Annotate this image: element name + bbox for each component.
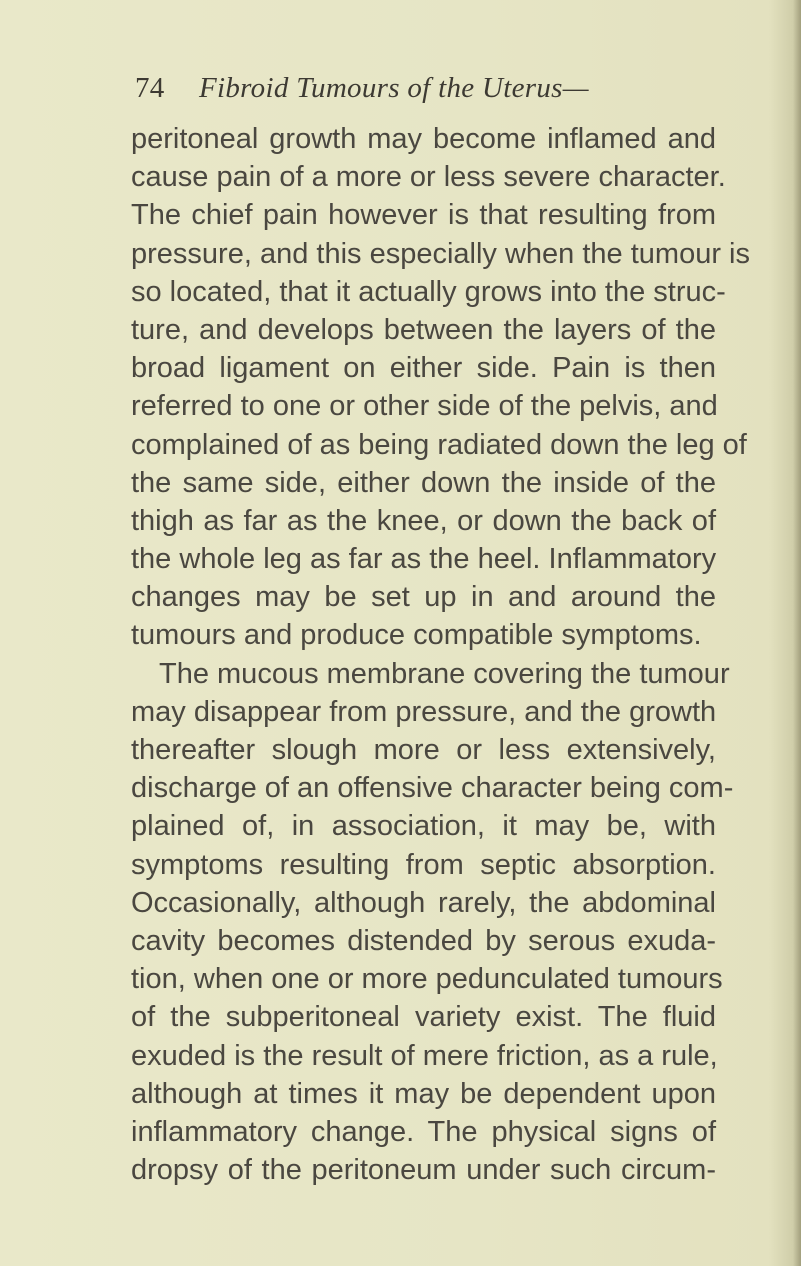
text-line: The chief pain however is that resulting from [131,199,716,232]
text-line: broad ligament on either side. Pain is then [131,352,716,385]
page-number: 74 [135,72,165,104]
text-line: inflammatory change. The physical signs of [131,1115,716,1148]
text-line: the whole leg as far as the heel. Inflammatory [131,543,717,576]
text-line: pressure, and this especially when the tumour is [131,237,750,270]
text-line: The mucous membrane covering the tumour [159,657,730,690]
text-line: so located, that it actually grows into the struc- [131,275,726,308]
body-text [131,120,750,1189]
text-line: although at times it may be dependent upon [131,1077,716,1110]
text-line: tumours and produce compatible symptoms. [131,619,702,652]
page-edge-shadow [793,0,801,1266]
text-line: the same side, either down the inside of the [131,466,716,499]
text-line: cavity becomes distended by serous exuda- [131,924,716,957]
text-line: thereafter slough more or less extensively, [131,734,716,766]
text-line: symptoms resulting from septic absorption. [131,848,716,881]
text-line: dropsy of the peritoneum under such circum- [131,1154,716,1187]
text-line: plained of, in association, it may be, with [131,810,716,843]
text-line: referred to one or other side of the pelvis, and [131,390,718,423]
text-line: cause pain of a more or less severe character. [131,161,726,194]
text-line: changes may be set up in and around the [131,581,716,614]
text-line: complained of as being radiated down the leg of [131,428,747,461]
text-line: peritoneal growth may become inflamed and [131,123,716,155]
text-line: exuded is the result of mere friction, as a rule, [131,1039,718,1072]
text-line: thigh as far as the knee, or down the back of [131,504,716,537]
running-head [135,72,695,112]
text-line: of the subperitoneal variety exist. The fluid [131,1001,716,1034]
text-line: discharge of an offensive character being com- [131,772,734,805]
running-title: Fibroid Tumours of the Uterus— [199,72,589,104]
text-line: tion, when one or more pedunculated tumours [131,963,723,996]
text-line: Occasionally, although rarely, the abdominal [131,886,716,919]
text-line: may disappear from pressure, and the growth [131,695,717,728]
text-line: ture, and develops between the layers of the [131,313,716,346]
